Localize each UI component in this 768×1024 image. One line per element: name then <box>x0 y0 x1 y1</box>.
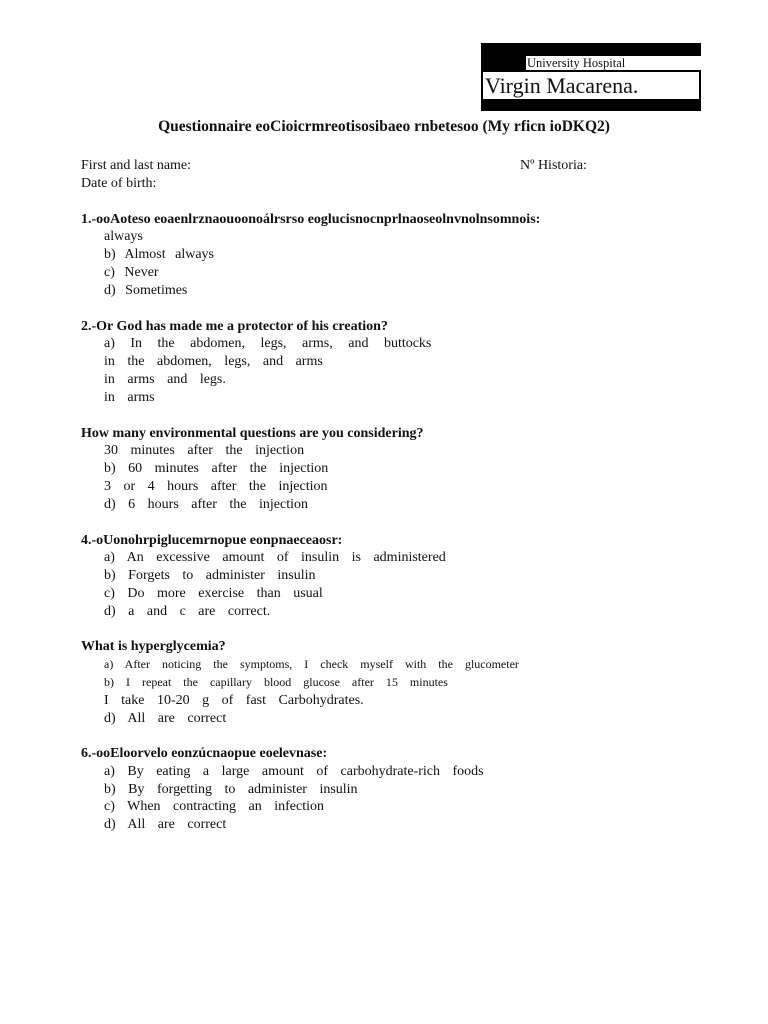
question-5-option: d) All are correct <box>104 711 227 726</box>
question-4-option: c) Do more exercise than usual <box>104 586 323 601</box>
question-1-option: d) Sometimes <box>104 283 188 298</box>
question-6-option: b) By forgetting to administer insulin <box>104 782 358 797</box>
hospital-logo <box>481 43 701 111</box>
question-4: 4.-oUonohrpiglucemrnopue eonpnaeceaosr: <box>81 533 343 548</box>
question-6-option: d) All are correct <box>104 817 227 832</box>
question-2-option: a) In the abdomen, legs, arms, and buttocks <box>104 336 432 351</box>
question-3-option: b) 60 minutes after the injection <box>104 461 329 476</box>
question-5-option: b) I repeat the capillary blood glucose after 15 minutes <box>104 675 448 689</box>
question-2-option: in arms <box>104 390 155 405</box>
question-6: 6.-ooEloorvelo eonzúcnaopue eoelevnase: <box>81 746 328 761</box>
logo-line-2: Virgin Macarena. <box>483 72 699 99</box>
logo-line-1: University Hospital <box>526 56 701 70</box>
question-3-option: 30 minutes after the injection <box>104 443 305 458</box>
question-1-option: always <box>104 229 143 244</box>
question-4-option: b) Forgets to administer insulin <box>104 568 316 583</box>
question-6-option: c) When contracting an infection <box>104 799 324 814</box>
question-3-option: 3 or 4 hours after the injection <box>104 479 328 494</box>
question-2-option: in arms and legs. <box>104 372 226 387</box>
question-5: What is hyperglycemia? <box>81 639 226 654</box>
question-2-option: in the abdomen, legs, and arms <box>104 354 323 369</box>
question-1-option: c) Never <box>104 265 159 280</box>
page-title: Questionnaire eoCioicrmreotisosibaeo rnbetesoo (My rficn ioDKQ2) <box>158 118 610 135</box>
question-4-option: d) a and c are correct. <box>104 604 271 619</box>
question-6-option: a) By eating a large amount of carbohydrate-rich foods <box>104 764 484 779</box>
question-1: 1.-ooAoteso eoaenlrznaouoonoálrsrso eoglucisnocnprlnaoseolnvnolnsomnois: <box>81 212 541 227</box>
dob-field-label: Date of birth: <box>81 176 157 191</box>
name-field-label: First and last name: <box>81 158 192 173</box>
question-5-option: I take 10-20 g of fast Carbohydrates. <box>104 693 364 708</box>
question-1-option: b) Almost always <box>104 247 214 262</box>
question-3-option: d) 6 hours after the injection <box>104 497 309 512</box>
question-5-option: a) After noticing the symptoms, I check myself with the glucometer <box>104 657 519 671</box>
history-field-label: Nº Historia: <box>520 158 587 173</box>
question-3: How many environmental questions are you considering? <box>81 426 424 441</box>
question-4-option: a) An excessive amount of insulin is administered <box>104 550 446 565</box>
question-2: 2.-Or God has made me a protector of his creation? <box>81 319 388 334</box>
